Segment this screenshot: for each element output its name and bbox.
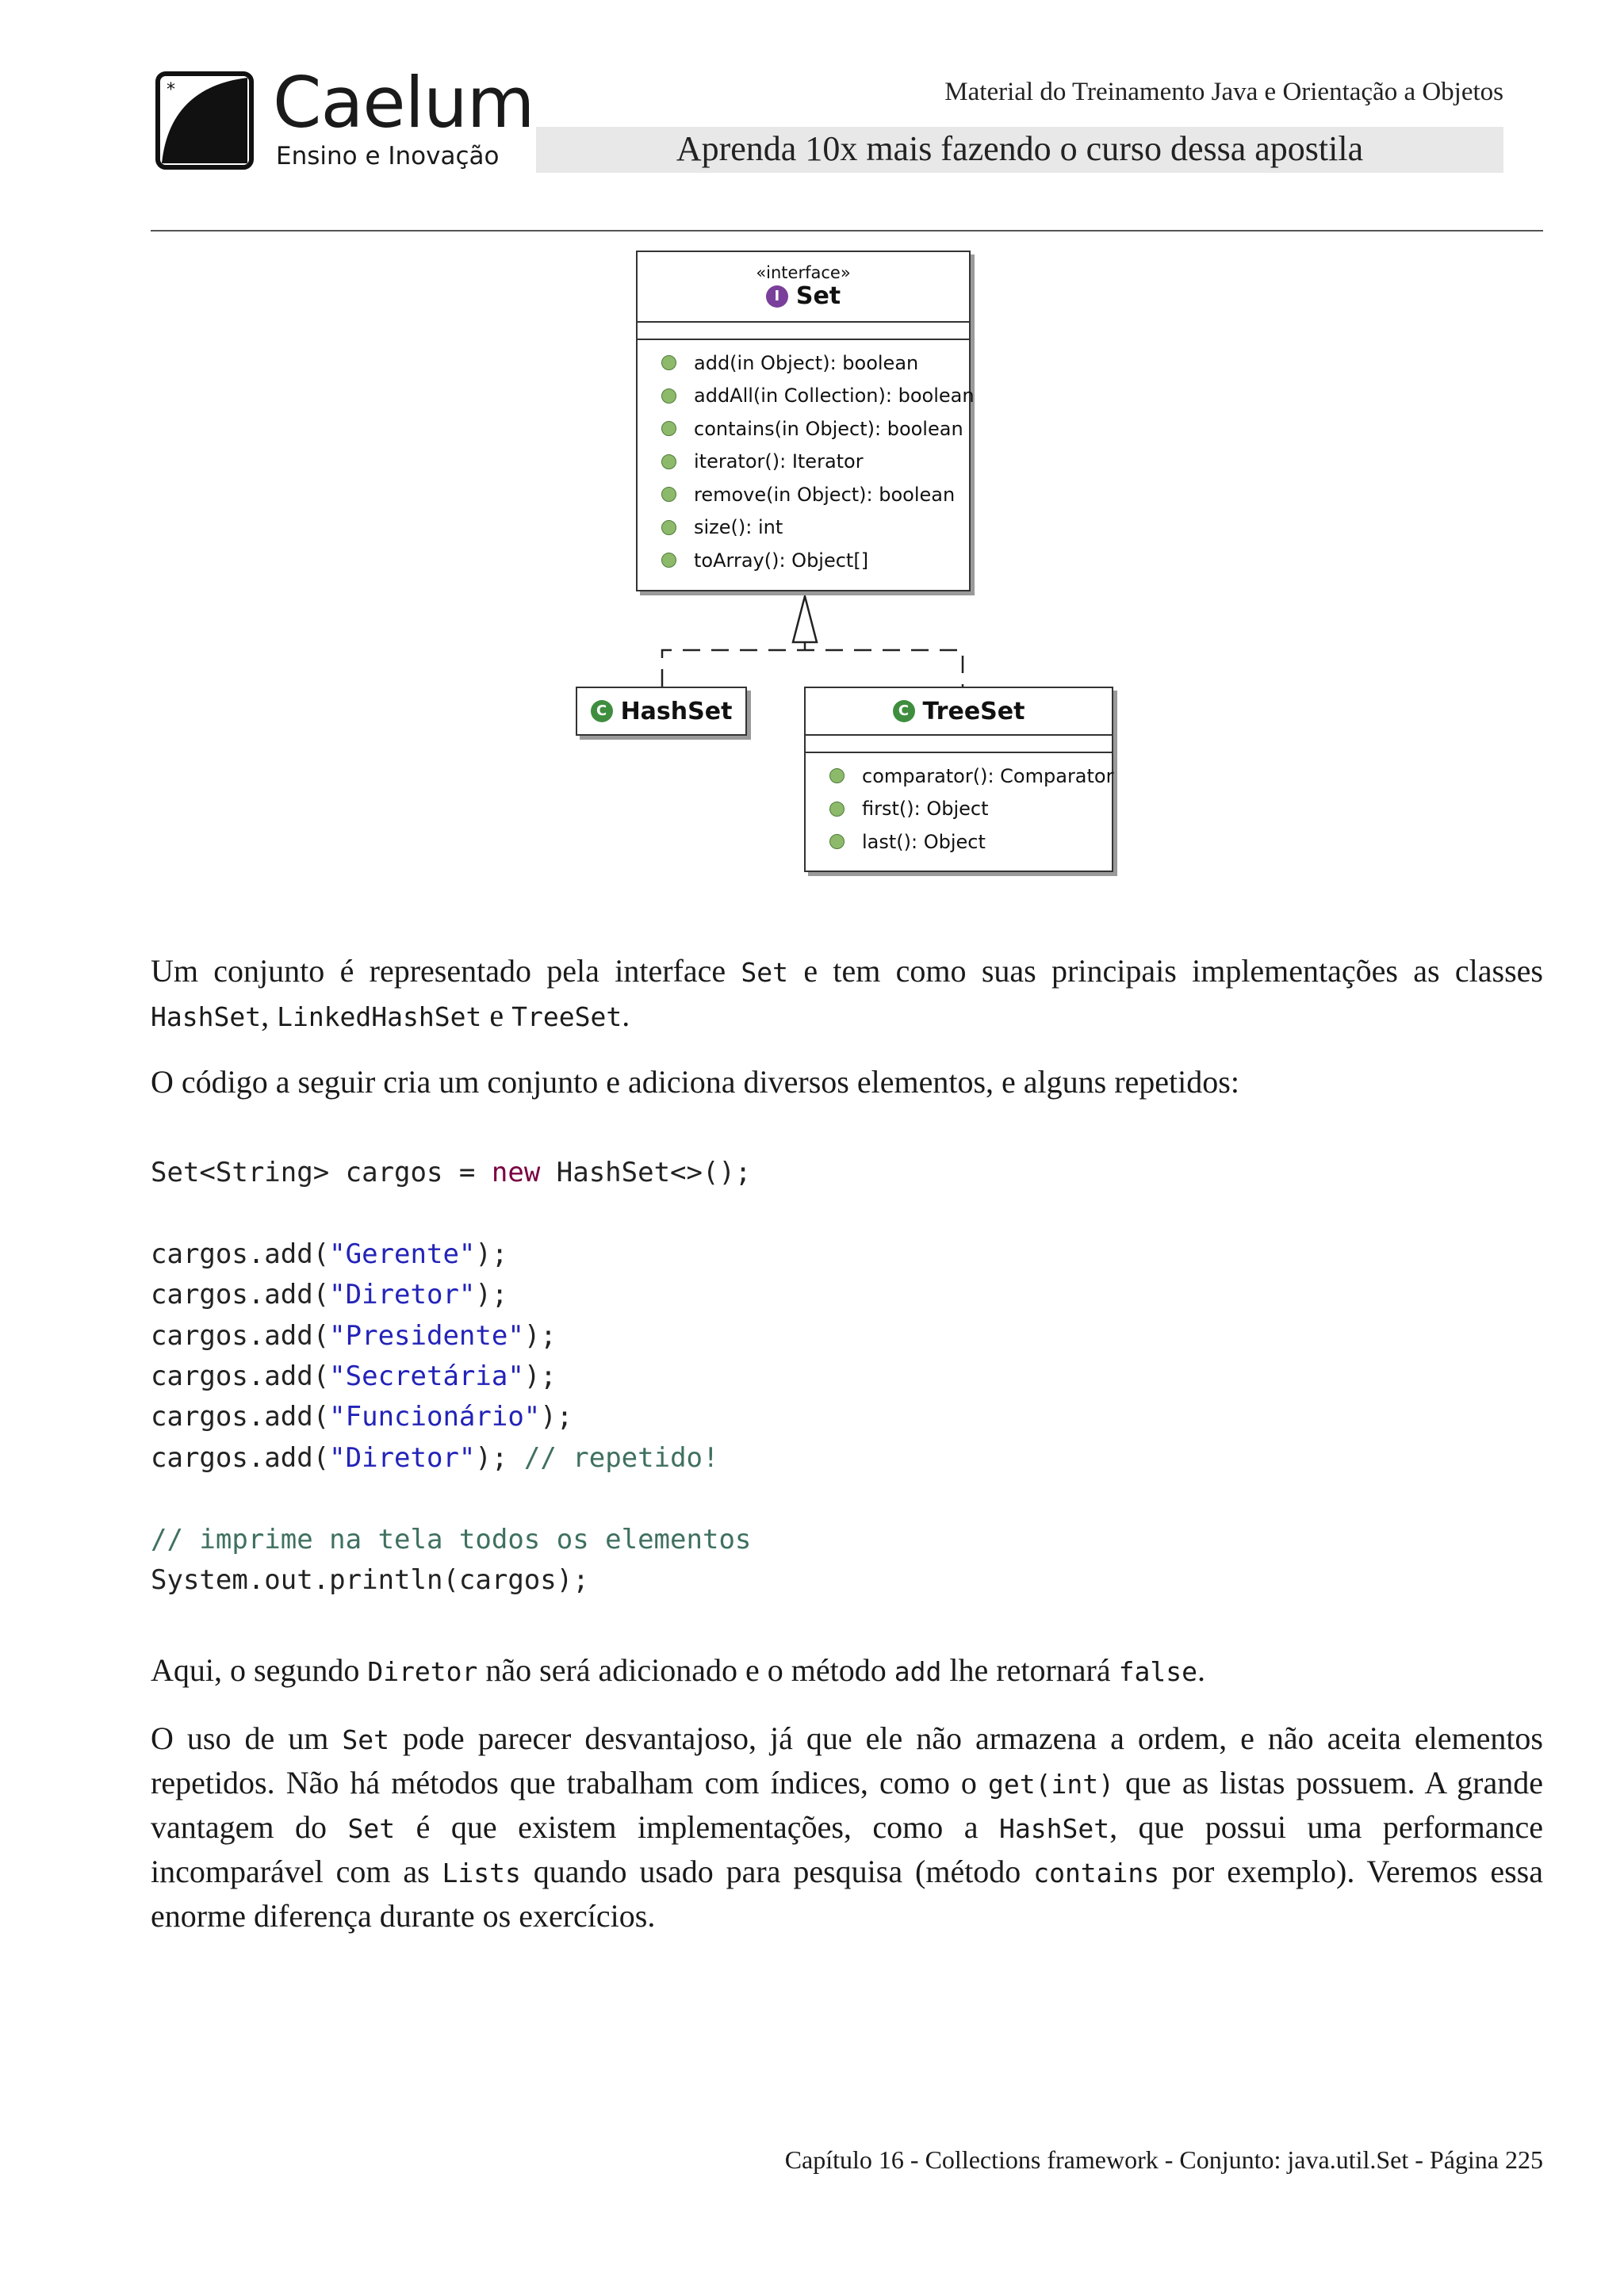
treeset-name: TreeSet bbox=[922, 697, 1025, 725]
class-icon: C bbox=[893, 700, 915, 722]
public-method-icon bbox=[661, 553, 676, 568]
code-line-blank bbox=[151, 1479, 1543, 1519]
public-method-icon bbox=[829, 802, 845, 817]
header-divider bbox=[151, 230, 1543, 232]
public-method-icon bbox=[661, 487, 676, 502]
set-stereotype: «interface» bbox=[756, 263, 851, 282]
set-method: iterator(): Iterator bbox=[638, 446, 969, 479]
code-line: cargos.add("Diretor"); // repetido! bbox=[151, 1441, 719, 1474]
caelum-logo bbox=[155, 62, 534, 179]
set-method: contains(in Object): boolean bbox=[638, 412, 969, 446]
public-method-icon bbox=[661, 421, 676, 436]
public-method-icon bbox=[661, 388, 676, 404]
set-method: size(): int bbox=[638, 511, 969, 545]
set-method: remove(in Object): boolean bbox=[638, 478, 969, 511]
public-method-icon bbox=[661, 355, 676, 370]
set-method: addAll(in Collection): boolean bbox=[638, 380, 969, 413]
treeset-method: comparator(): Comparator bbox=[806, 760, 1112, 793]
brand-name: Caelum bbox=[273, 62, 534, 144]
header-banner bbox=[536, 127, 1503, 173]
paragraph-set-intro: Um conjunto é representado pela interface Set e tem como suas principais implementações as classes HashSet, LinkedHashSet e TreeSet. bbox=[151, 953, 1543, 1033]
code-line: System.out.println(cargos); bbox=[151, 1564, 589, 1597]
paragraph-set-advantages: O uso de um Set pode parecer desvantajoso, já que ele não armazena a ordem, e não aceita elementos repetidos. Não há métodos que trabalham com índices, como o get(int) que as listas possuem. A grande vantagem do Set é que existem implementações, como a HashSet, que possui uma performance incomparável com as Lists quando usado para pesquisa (método contains por exemplo). Veremos essa enorme diferença durante os exercícios. bbox=[151, 1720, 1544, 1934]
interface-icon: I bbox=[766, 285, 788, 308]
svg-text:*: * bbox=[167, 80, 175, 100]
set-name: Set bbox=[795, 282, 841, 310]
uml-hashset-class bbox=[576, 687, 747, 736]
page-header-title: Material do Treinamento Java e Orientação a Objetos bbox=[944, 78, 1503, 106]
set-method: add(in Object): boolean bbox=[638, 346, 969, 380]
code-line: cargos.add("Gerente"); bbox=[151, 1238, 508, 1270]
paragraph-duplicate-note: Aqui, o segundo Diretor não será adicionado e o método add lhe retornará false. bbox=[151, 1652, 1205, 1688]
uml-diagram bbox=[555, 238, 1126, 888]
public-method-icon bbox=[829, 834, 845, 849]
code-line: cargos.add("Diretor"); bbox=[151, 1279, 508, 1311]
public-method-icon bbox=[661, 454, 676, 469]
treeset-method: first(): Object bbox=[806, 793, 1112, 826]
public-method-icon bbox=[829, 768, 845, 783]
code-line: cargos.add("Presidente"); bbox=[151, 1319, 557, 1352]
hashset-name: HashSet bbox=[620, 697, 733, 725]
caelum-logo-icon bbox=[155, 71, 254, 170]
code-line: cargos.add("Funcionário"); bbox=[151, 1401, 573, 1433]
brand-tagline: Ensino e Inovação bbox=[276, 142, 500, 170]
code-line-blank bbox=[151, 1193, 1543, 1234]
paragraph-code-intro: O código a seguir cria um conjunto e adiciona diversos elementos, e alguns repetidos: bbox=[151, 1064, 1239, 1100]
set-method: toArray(): Object[] bbox=[638, 544, 969, 577]
code-line: cargos.add("Secretária"); bbox=[151, 1360, 557, 1393]
class-icon: C bbox=[591, 700, 613, 722]
code-line: Set<String> cargos = new HashSet<>(); bbox=[151, 1157, 752, 1188]
code-block bbox=[151, 1153, 1543, 1601]
public-method-icon bbox=[661, 520, 676, 535]
code-comment-line: // imprime na tela todos os elementos bbox=[151, 1523, 752, 1556]
uml-set-interface bbox=[636, 251, 975, 591]
header-cta: Aprenda 10x mais fazendo o curso dessa apostila bbox=[676, 129, 1364, 168]
treeset-method: last(): Object bbox=[806, 825, 1112, 859]
uml-treeset-class bbox=[804, 687, 1113, 872]
page-footer: Capítulo 16 - Collections framework - Conjunto: java.util.Set - Página 225 bbox=[784, 2145, 1543, 2174]
